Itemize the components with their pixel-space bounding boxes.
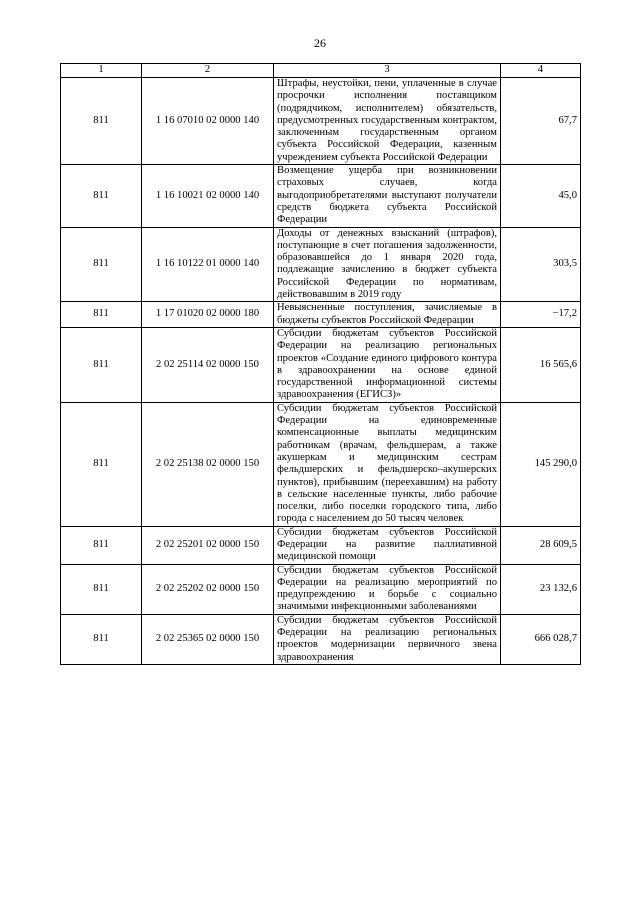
admin-code-cell: 811 [61,327,142,402]
amount-cell: −17,2 [501,302,581,328]
table-row [61,302,581,328]
budget-code-cell: 2 02 25114 02 0000 150 [142,327,274,402]
table-row [61,526,581,564]
budget-code-cell: 2 02 25201 02 0000 150 [142,526,274,564]
income-name-cell: Субсидии бюджетам субъектов Российской Федерации на реализацию региональных проектов модернизации первичного звена здравоохранения [274,614,501,664]
budget-code-cell: 2 02 25138 02 0000 150 [142,402,274,526]
table-row [61,564,581,614]
table-row [61,614,581,664]
amount-cell: 45,0 [501,165,581,227]
income-name-cell: Субсидии бюджетам субъектов Российской Федерации на развитие паллиативной медицинской помощи [274,526,501,564]
budget-code-cell: 1 16 10021 02 0000 140 [142,165,274,227]
table-row [61,78,581,165]
amount-cell: 23 132,6 [501,564,581,614]
income-name-cell: Субсидии бюджетам субъектов Российской Федерации на реализацию региональных проектов «Создание единого цифрового контура в здравоохранении на основе единой государственной информационной системы здравоохранения (ЕГИСЗ)» [274,327,501,402]
admin-code-cell: 811 [61,564,142,614]
amount-cell: 303,5 [501,227,581,302]
column-header: 4 [501,64,581,78]
column-header: 1 [61,64,142,78]
table-row [61,227,581,302]
column-header: 3 [274,64,501,78]
admin-code-cell: 811 [61,402,142,526]
table-row [61,402,581,526]
income-name-cell: Невыясненные поступления, зачисляемые в бюджеты субъектов Российской Федерации [274,302,501,328]
budget-code-cell: 1 16 07010 02 0000 140 [142,78,274,165]
income-name-cell: Субсидии бюджетам субъектов Российской Федерации на единовременные компенсационные выплаты медицинским работникам (врачам, фельдшерам, а также акушеркам и медицинским сестрам фельдшерских и фельдшерско–акушерских пунктов), прибывшим (переехавшим) на работу в сельские населенные пункты, либо рабочие поселки, либо поселки городского типа, либо города с населением до 50 тысяч человек [274,402,501,526]
budget-table [60,63,581,665]
income-name-cell: Субсидии бюджетам субъектов Российской Федерации на реализацию мероприятий по предупреждению и борьбе с социально значимыми инфекционными заболеваниями [274,564,501,614]
income-name-cell: Доходы от денежных взысканий (штрафов), поступающие в счет погашения задолженности, образовавшейся до 1 января 2020 года, подлежащие зачислению в бюджет субъекта Российской Федерации по нормативам, действовавшим в 2019 году [274,227,501,302]
amount-cell: 67,7 [501,78,581,165]
amount-cell: 145 290,0 [501,402,581,526]
budget-code-cell: 2 02 25365 02 0000 150 [142,614,274,664]
admin-code-cell: 811 [61,302,142,328]
budget-code-cell: 2 02 25202 02 0000 150 [142,564,274,614]
budget-code-cell: 1 17 01020 02 0000 180 [142,302,274,328]
column-header: 2 [142,64,274,78]
table-header-row [61,64,581,78]
table-row [61,165,581,227]
amount-cell: 16 565,6 [501,327,581,402]
amount-cell: 28 609,5 [501,526,581,564]
amount-cell: 666 028,7 [501,614,581,664]
income-name-cell: Штрафы, неустойки, пени, уплаченные в случае просрочки исполнения поставщиком (подрядчиком, исполнителем) обязательств, предусмотренных государственным контрактом, заключенным государственным органом субъекта Российской Федерации, казенным учреждением субъекта Российской Федерации [274,78,501,165]
income-name-cell: Возмещение ущерба при возникновении страховых случаев, когда выгодоприобретателями выступают получатели средств бюджета субъекта Российской Федерации [274,165,501,227]
admin-code-cell: 811 [61,526,142,564]
admin-code-cell: 811 [61,78,142,165]
admin-code-cell: 811 [61,614,142,664]
table-row [61,327,581,402]
page-number: 26 [314,36,326,50]
admin-code-cell: 811 [61,165,142,227]
admin-code-cell: 811 [61,227,142,302]
budget-code-cell: 1 16 10122 01 0000 140 [142,227,274,302]
